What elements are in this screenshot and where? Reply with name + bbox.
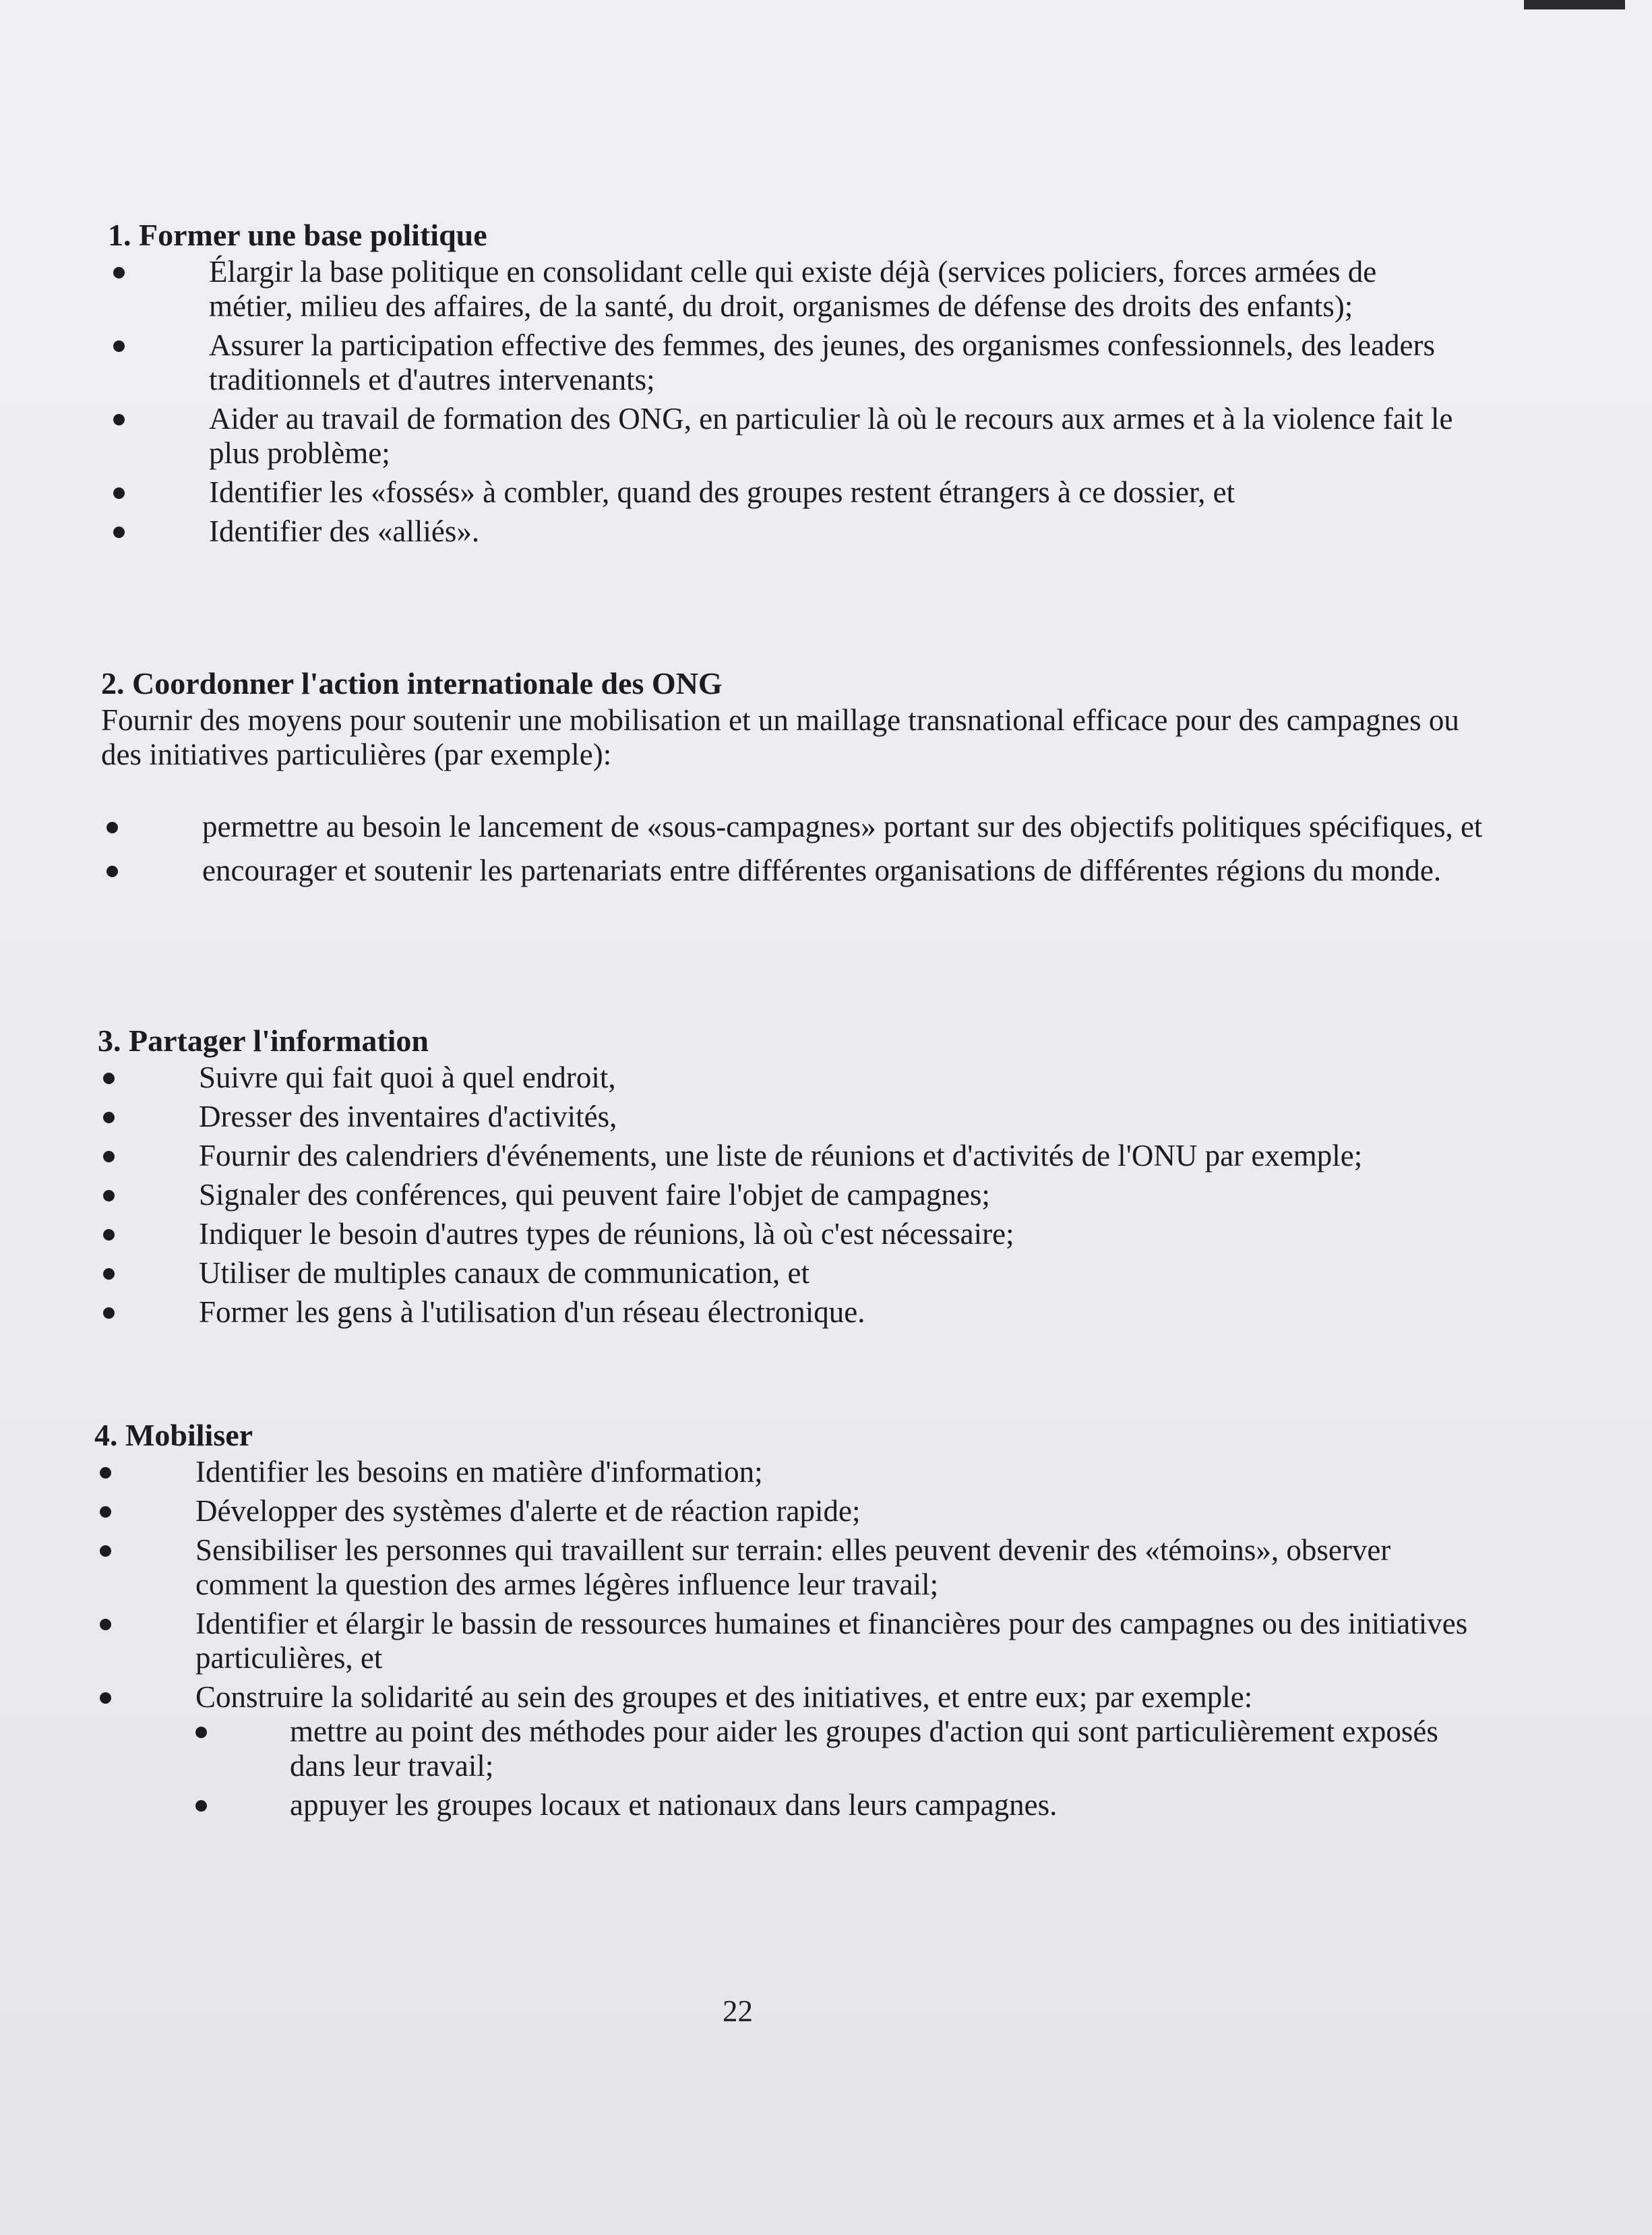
list-item: Identifier les besoins en matière d'information; — [94, 1455, 1476, 1489]
bullet-icon — [103, 1190, 115, 1201]
bullet-icon — [103, 1112, 115, 1123]
sub-bullet-list — [195, 1715, 1476, 1822]
list-item: Fournir des calendriers d'événements, une liste de réunions et d'activités de l'ONU par exemple; — [98, 1139, 1479, 1173]
sub-list-item: mettre au point des méthodes pour aider les groupes d'action qui sont particulièrement exposés dans leur travail; — [94, 1715, 1476, 1783]
bullet-icon — [103, 1268, 115, 1280]
bullet-icon — [100, 1619, 111, 1630]
bullet-icon — [100, 1692, 111, 1704]
section-intro: Fournir des moyens pour soutenir une mobilisation et un maillage transnational efficace pour des campagnes ou des initiatives particulières (par exemple): — [101, 703, 1459, 771]
bullet-icon — [103, 1073, 115, 1084]
list-item: Élargir la base politique en consolidant celle qui existe déjà (services policiers, forces armées de métier, milieu des affaires, de la santé, du droit, organismes de défense des droits des enfants); — [108, 255, 1456, 324]
bullet-icon — [113, 267, 125, 278]
list-item: permettre au besoin le lancement de «sous-campagnes» portant sur des objectifs politiques spécifiques, et — [101, 810, 1483, 844]
page-corner-mark — [1524, 0, 1625, 9]
bullet-icon — [106, 866, 118, 877]
list-item: Identifier des «alliés». — [108, 514, 1456, 549]
bullet-list — [108, 255, 1456, 549]
bullet-icon — [195, 1727, 207, 1738]
bullet-list — [101, 810, 1483, 888]
list-item: Utiliser de multiples canaux de communication, et — [98, 1256, 1479, 1290]
bullet-list — [98, 1061, 1479, 1330]
bullet-icon — [103, 1307, 115, 1319]
bullet-icon — [195, 1800, 207, 1812]
bullet-icon — [103, 1229, 115, 1241]
section-mobiliser — [94, 1416, 1476, 1827]
bullet-icon — [113, 414, 125, 425]
section-heading: 3. Partager l'information — [98, 1023, 429, 1058]
bullet-icon — [100, 1467, 111, 1479]
section-former-base-politique — [108, 216, 1456, 554]
bullet-icon — [103, 1151, 115, 1162]
list-item: Développer des systèmes d'alerte et de réaction rapide; — [94, 1494, 1476, 1528]
section-partager-information — [98, 1021, 1479, 1334]
list-item: Former les gens à l'utilisation d'un réseau électronique. — [98, 1295, 1479, 1330]
list-item: Assurer la participation effective des femmes, des jeunes, des organismes confessionnels, des leaders traditionnels et d'autres intervenants; — [108, 328, 1456, 397]
list-item: Identifier et élargir le bassin de ressources humaines et financières pour des campagnes ou des initiatives particulières, et — [94, 1607, 1476, 1675]
bullet-icon — [113, 340, 125, 352]
list-item: Dresser des inventaires d'activités, — [98, 1100, 1479, 1134]
sub-list-item: appuyer les groupes locaux et nationaux dans leurs campagnes. — [94, 1788, 1476, 1822]
section-heading: 2. Coordonner l'action internationale des ONG — [101, 666, 723, 701]
bullet-icon — [106, 822, 118, 833]
list-item: Construire la solidarité au sein des groupes et des initiatives, et entre eux; par exemple: mettre au point des méthodes pour aider les groupes d'action qui sont particulièrement exposés dans leur travail; appuyer les groupes locaux et nationaux dans leurs campagnes. — [94, 1680, 1476, 1822]
list-item: Suivre qui fait quoi à quel endroit, — [98, 1061, 1479, 1095]
list-item: encourager et soutenir les partenariats entre différentes organisations de différentes régions du monde. — [101, 854, 1483, 888]
list-item: Indiquer le besoin d'autres types de réunions, là où c'est nécessaire; — [98, 1217, 1479, 1251]
section-heading: 1. Former une base politique — [108, 218, 487, 252]
list-item: Sensibiliser les personnes qui travaillent sur terrain: elles peuvent devenir des «témoins», observer comment la question des armes légères influence leur travail; — [94, 1533, 1476, 1602]
list-item: Identifier les «fossés» à combler, quand des groupes restent étrangers à ce dossier, et — [108, 475, 1456, 510]
bullet-list — [94, 1455, 1476, 1822]
bullet-icon — [113, 527, 125, 538]
bullet-icon — [113, 487, 125, 499]
list-item: Aider au travail de formation des ONG, en particulier là où le recours aux armes et à la violence fait le plus problème; — [108, 402, 1456, 471]
section-heading: 4. Mobiliser — [94, 1418, 253, 1452]
bullet-icon — [100, 1545, 111, 1557]
page-number: 22 — [723, 1994, 753, 2028]
list-item: Signaler des conférences, qui peuvent faire l'objet de campagnes; — [98, 1178, 1479, 1212]
bullet-icon — [100, 1506, 111, 1518]
section-coordonner-action — [101, 664, 1483, 897]
